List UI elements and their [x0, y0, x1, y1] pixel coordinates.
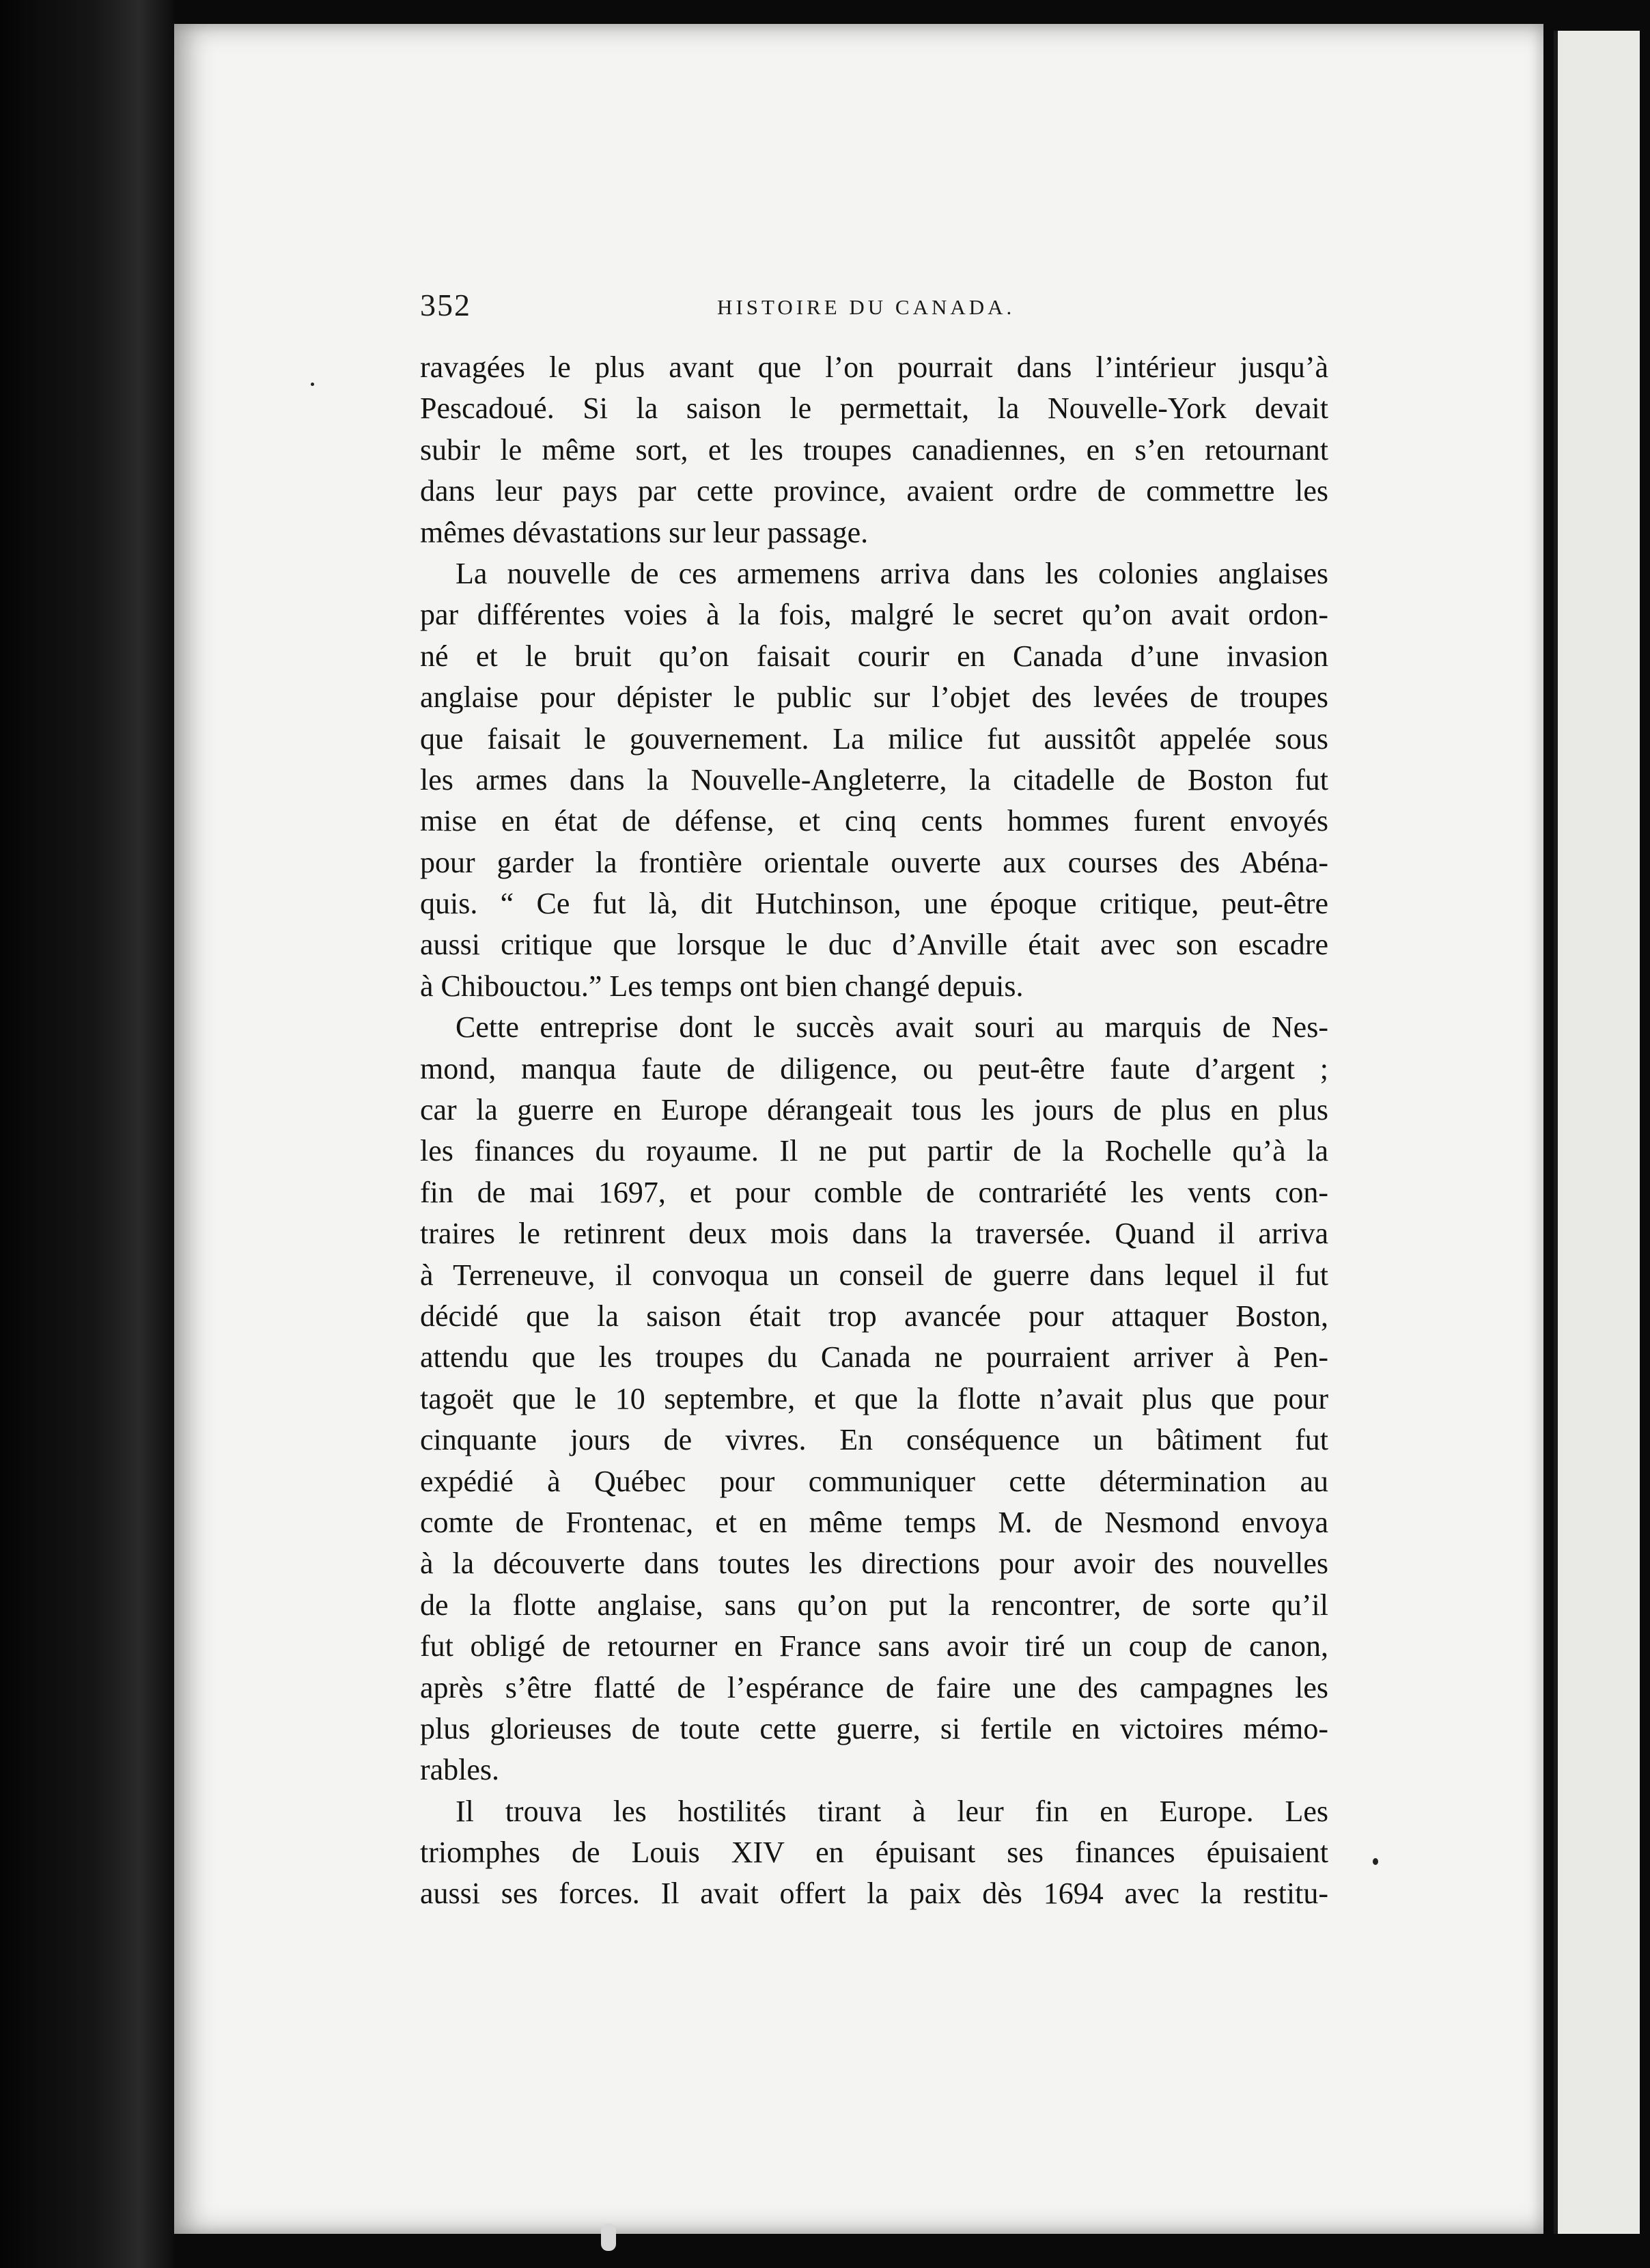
text-line: quis. “ Ce fut là, dit Hutchinson, une époque critique, peut-être	[420, 887, 1328, 921]
text-line: fut obligé de retourner en France sans avoir tiré un coup de canon,	[420, 1629, 1328, 1663]
text-line: les armes dans la Nouvelle-Angleterre, la citadelle de Boston fut	[420, 762, 1328, 797]
text-line: cinquante jours de vivres. En conséquence un bâtiment fut	[420, 1423, 1328, 1457]
text-line: à la découverte dans toutes les directions pour avoir des nouvelles	[420, 1547, 1328, 1581]
text-line: ravagées le plus avant que l’on pourrait dans l’intérieur jusqu’à	[420, 350, 1328, 384]
text-line: La nouvelle de ces armemens arriva dans les colonies anglaises	[456, 556, 1328, 590]
facing-page-edge	[1554, 31, 1640, 2234]
text-line: subir le même sort, et les troupes canadiennes, en s’en retournant	[420, 432, 1328, 467]
text-line: tagoët que le 10 septembre, et que la flotte n’avait plus que pour	[420, 1381, 1328, 1415]
text-line: dans leur pays par cette province, avaient ordre de commettre les	[420, 474, 1328, 508]
text-line: plus glorieuses de toute cette guerre, si fertile en victoires mémo-	[420, 1711, 1328, 1745]
text-line: aussi critique que lorsque le duc d’Anville était avec son escadre	[420, 928, 1328, 962]
running-title: HISTOIRE DU CANADA.	[717, 295, 1016, 319]
text-line: traires le retinrent deux mois dans la traversée. Quand il arriva	[420, 1217, 1328, 1251]
text-line: aussi ses forces. Il avait offert la paix dès 1694 avec la restitu-	[420, 1877, 1328, 1911]
text-line: Cette entreprise dont le succès avait souri au marquis de Nes-	[456, 1010, 1328, 1045]
text-line: de la flotte anglaise, sans qu’on put la rencontrer, de sorte qu’il	[420, 1588, 1328, 1622]
text-line: fin de mai 1697, et pour comble de contrariété les vents con-	[420, 1175, 1328, 1209]
text-line: que faisait le gouvernement. La milice fut aussitôt appelée sous	[420, 721, 1328, 756]
text-line: après s’être flatté de l’espérance de faire une des campagnes les	[420, 1670, 1328, 1704]
page-number: 352	[420, 288, 471, 322]
text-line: rables.	[420, 1753, 500, 1787]
text-line: né et le bruit qu’on faisait courir en Canada d’une invasion	[420, 639, 1328, 673]
text-line: mêmes dévastations sur leur passage.	[420, 515, 869, 549]
text-line: attendu que les troupes du Canada ne pourraient arriver à Pen-	[420, 1340, 1328, 1374]
scan-artifact	[601, 2224, 616, 2251]
text-line: mise en état de défense, et cinq cents hommes furent envoyés	[420, 804, 1328, 838]
text-line: anglaise pour dépister le public sur l’objet des levées de troupes	[420, 680, 1328, 715]
book-spine-edge	[0, 0, 174, 2268]
text-line: comte de Frontenac, et en même temps M. de Nesmond envoya	[420, 1505, 1328, 1539]
text-line: triomphes de Louis XIV en épuisant ses finances épuisaient	[420, 1836, 1328, 1870]
page-header	[420, 287, 1045, 335]
text-line: Pescadoué. Si la saison le permettait, la Nouvelle-York devait	[420, 391, 1328, 426]
paragraph	[420, 553, 1328, 1007]
body-text	[420, 347, 1328, 1915]
text-line: car la guerre en Europe dérangeait tous les jours de plus en plus	[420, 1093, 1328, 1127]
text-line: mond, manqua faute de diligence, ou peut-être faute d’argent ;	[420, 1051, 1328, 1085]
paragraph	[420, 347, 1328, 553]
text-line: décidé que la saison était trop avancée pour attaquer Boston,	[420, 1299, 1328, 1333]
text-line: à Chibouctou.” Les temps ont bien changé depuis.	[420, 969, 1024, 1003]
text-line: expédié à Québec pour communiquer cette détermination au	[420, 1464, 1328, 1498]
text-line: Il trouva les hostilités tirant à leur fin en Europe. Les	[456, 1794, 1328, 1828]
text-line: par différentes voies à la fois, malgré le secret qu’on avait ordon-	[420, 598, 1328, 632]
paragraph	[420, 1791, 1328, 1915]
ink-speck	[311, 383, 314, 386]
text-line: à Terreneuve, il convoqua un conseil de guerre dans lequel il fut	[420, 1258, 1328, 1292]
paragraph	[420, 1007, 1328, 1790]
ink-speck	[1373, 1858, 1378, 1865]
text-line: les finances du royaume. Il ne put partir de la Rochelle qu’à la	[420, 1134, 1328, 1168]
text-line: pour garder la frontière orientale ouverte aux courses des Abéna-	[420, 845, 1328, 879]
